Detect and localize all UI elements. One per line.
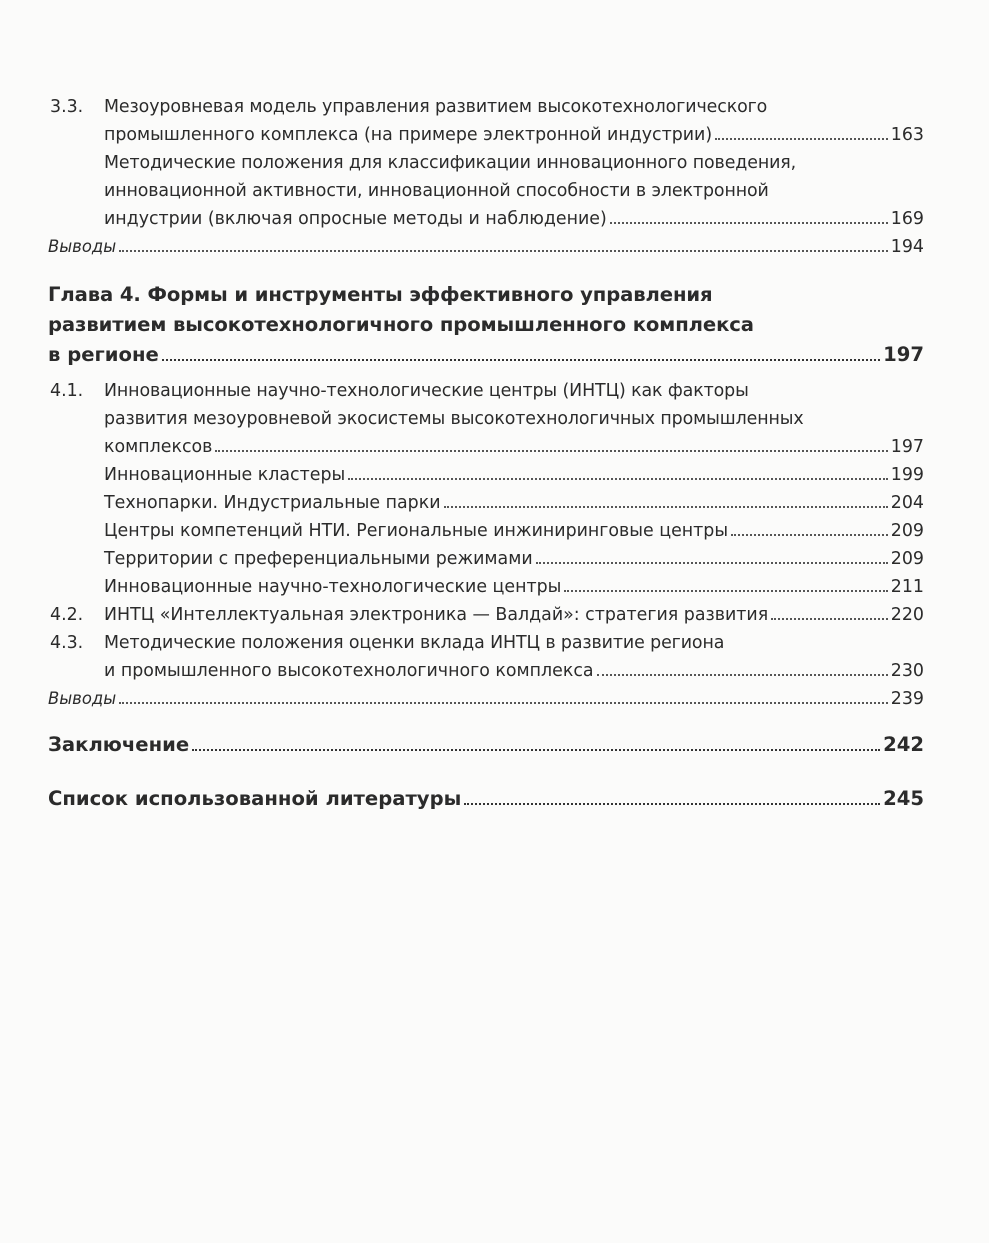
page-number: 211 [890,577,924,597]
references-label: Список использованной литературы [48,787,462,810]
toc-entry-4-1[interactable] [104,436,924,458]
section-title-line: Инновационные научно-технологические центры (ИНТЦ) как факторы [104,381,749,401]
leader-dots [536,562,888,564]
page-number: 209 [890,549,924,569]
page-number: 220 [890,605,924,625]
leader-dots [771,618,888,620]
page-number: 204 [890,493,924,513]
chapter-title-line: в регионе [48,343,159,366]
leader-dots [564,590,887,592]
page-number: 199 [890,465,924,485]
page-number: 197 [883,343,924,366]
section-number: 4.2. [50,605,84,625]
toc-entry-4-2[interactable] [104,604,924,626]
toc-subentry[interactable] [104,492,924,514]
section-title-line: и промышленного высокотехнологичного комплекса [104,661,594,681]
leader-dots [444,506,888,508]
section-title-line: промышленного комплекса (на примере электронной индустрии) [104,125,713,145]
leader-dots [348,478,888,480]
leader-dots [464,803,880,805]
section-title-line: ИНТЦ «Интеллектуальная электроника — Валдай»: стратегия развития [104,605,769,625]
conclusions-label: Выводы [48,689,117,708]
page-number: 245 [883,787,924,810]
subentry-label: Инновационные кластеры [104,465,346,485]
leader-dots [162,359,880,361]
subsection-title-line: инновационной активности, инновационной способности в электронной [104,181,769,201]
leader-dots [192,749,880,751]
leader-dots [119,702,888,704]
conclusions-label: Выводы [48,237,117,256]
page-number: 230 [890,661,924,681]
subentry-label: Инновационные научно-технологические центры [104,577,562,597]
subentry-label: Центры компетенций НТИ. Региональные инжиниринговые центры [104,521,729,541]
page-number: 197 [890,437,924,457]
toc-entry-3-3[interactable] [104,124,924,146]
leader-dots [119,250,888,252]
subsection-title-line: индустрии (включая опросные методы и наблюдение) [104,209,607,229]
page-number: 209 [890,521,924,541]
leader-dots [215,450,887,452]
subsection-title-line: Методические положения для классификации инновационного поведения, [104,153,797,173]
toc-subentry[interactable] [104,464,924,486]
page-number: 239 [890,689,924,709]
subentry-label: Территории с преференциальными режимами [104,549,533,569]
page-number: 194 [890,237,924,257]
section-title-line: Мезоуровневая модель управления развитием высокотехнологического [104,97,768,117]
section-number: 3.3. [50,97,84,117]
toc-entry-conclusions-ch3[interactable] [48,236,924,258]
chapter-title-line: развитием высокотехнологичного промышленного комплекса [48,313,754,336]
section-title-line: Методические положения оценки вклада ИНТЦ в развитие региона [104,633,725,653]
section-title-line: комплексов [104,437,213,457]
conclusion-label: Заключение [48,733,190,756]
toc-entry-3-3-sub[interactable] [104,208,924,230]
section-number: 4.1. [50,381,84,401]
leader-dots [597,674,888,676]
subentry-label: Технопарки. Индустриальные парки [104,493,441,513]
toc-subentry[interactable] [104,576,924,598]
chapter-title-line: Глава 4. Формы и инструменты эффективного управления [48,283,713,306]
page-number: 169 [890,209,924,229]
leader-dots [610,222,888,224]
toc-entry-4-3[interactable] [104,660,924,682]
toc-subentry[interactable] [104,520,924,542]
section-number: 4.3. [50,633,84,653]
leader-dots [715,138,888,140]
leader-dots [731,534,888,536]
section-title-line: развития мезоуровневой экосистемы высокотехнологичных промышленных [104,409,804,429]
toc-subentry[interactable] [104,548,924,570]
toc-entry-chapter-4[interactable] [48,342,924,368]
toc-entry-references[interactable] [48,786,924,812]
toc-entry-conclusion[interactable] [48,732,924,758]
toc-entry-conclusions-ch4[interactable] [48,688,924,710]
page-number: 163 [890,125,924,145]
page-number: 242 [883,733,924,756]
